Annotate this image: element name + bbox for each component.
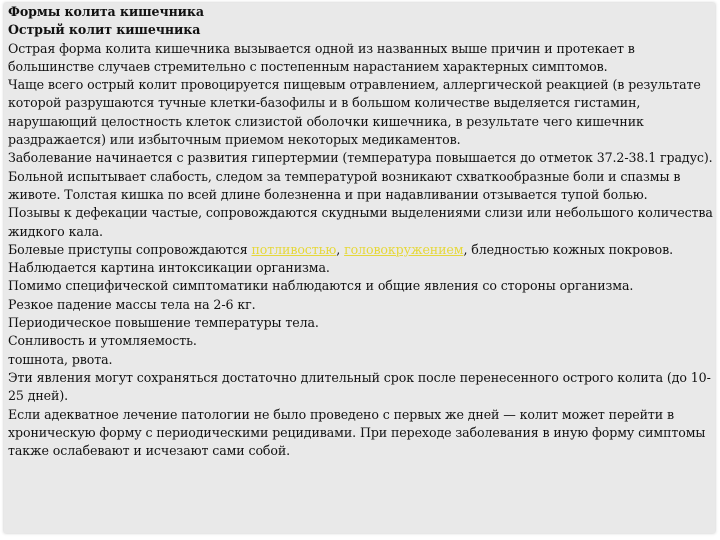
heading-colitis-forms: Формы колита кишечника bbox=[8, 4, 204, 19]
paragraph-nausea: тошнота, рвота. bbox=[8, 351, 113, 367]
link-sweating[interactable]: потливостью bbox=[251, 241, 337, 257]
paragraph-fever: Периодическое повышение температуры тела. bbox=[8, 315, 319, 331]
pain-attacks-separator: , bbox=[336, 241, 345, 257]
paragraph-defecation: Позывы к дефекации частые, сопровождаются скудными выделениями слизи или небольшого количества жидкого кала. bbox=[8, 205, 713, 239]
paragraph-chronic: Если адекватное лечение патологии не было проведено с первых же дней — колит может перейти в хроническую форму с периодическими рецидивами. При переходе заболевания в иную форму симптомы также ослабевают и исчезают сами собой. bbox=[8, 406, 706, 459]
article-text bbox=[8, 3, 715, 460]
paragraph-causes: Чаще всего острый колит провоцируется пищевым отравлением, аллергической реакцией (в результате которой разрушаются тучные клетки-базофилы и в большом количестве выделяется гистамин, нарушающий целостность клеток слизистой оболочки кишечника, в результате чего кишечник раздражается) или избыточным приемом некоторых медикаментов. bbox=[8, 77, 701, 148]
paragraph-onset: Заболевание начинается с развития гипертермии (температура повышается до отметок 37.2-38.1 градус). Больной испытывает слабость, следом за температурой возникают схваткообразные боли и спазмы в животе. Толстая кишка по всей длине болезненна и при надавливании отзывается тупой болью. bbox=[8, 150, 713, 202]
paragraph-pain-attacks bbox=[8, 241, 715, 278]
heading-acute-colitis: Острый колит кишечника bbox=[8, 22, 201, 38]
paragraph-general-symptoms: Помимо специфической симптоматики наблюдаются и общие явления со стороны организма. bbox=[8, 278, 634, 294]
link-dizziness[interactable]: головокружением bbox=[344, 241, 464, 257]
pain-attacks-text-end: , бледностью кожных покровов. Наблюдается картина интоксикации организма. bbox=[8, 241, 673, 276]
paragraph-duration: Эти явления могут сохраняться достаточно длительный срок после перенесенного острого колита (до 10-25 дней). bbox=[8, 369, 711, 404]
paragraph-weight-loss: Резкое падение массы тела на 2-6 кг. bbox=[8, 296, 256, 312]
content-panel bbox=[4, 3, 715, 533]
paragraph-drowsiness: Сонливость и утомляемость. bbox=[8, 333, 197, 349]
paragraph-acute-form: Острая форма колита кишечника вызывается одной из названных выше причин и протекает в большинстве случаев стремительно с постепенным нарастанием характерных симптомов. bbox=[8, 40, 635, 74]
pain-attacks-text-start: Болевые приступы сопровождаются bbox=[8, 241, 252, 257]
